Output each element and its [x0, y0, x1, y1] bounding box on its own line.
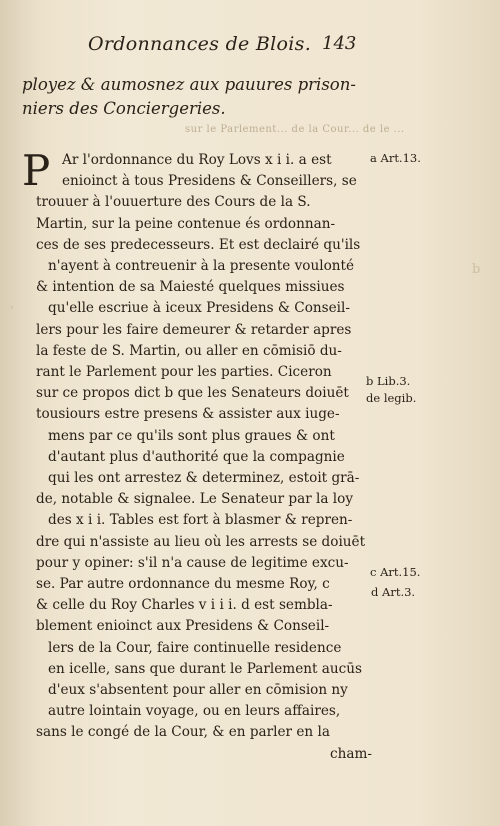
body-line: qui les ont arrestez & determinez, estoit grā-: [48, 470, 360, 487]
body-line: en icelle, sans que durant le Parlement aucūs: [48, 660, 362, 677]
margin-note-d: d Art.3.: [371, 585, 416, 599]
body-line: pour y opiner: s'il n'a cause de legitime excu-: [36, 554, 349, 571]
body-line: Martin, sur la peine contenue és ordonnan-: [36, 215, 336, 232]
body-line: n'ayent à contreuenir à la presente voulonté: [48, 258, 355, 275]
page-number: 143: [322, 33, 357, 54]
body-line: d'eux s'absentent pour aller en cōmision ny: [48, 682, 348, 699]
body-line: se. Par autre ordonnance du mesme Roy, c: [36, 576, 330, 593]
margin-note-b: b Lib.3.: [366, 374, 411, 388]
body-line: ces de ses predecesseurs. Et est declairé qu'ils: [36, 236, 361, 253]
body-line: sur ce propos dict b que les Senateurs doiuēt: [36, 385, 349, 402]
drop-cap: P: [22, 146, 51, 195]
body-line: dre qui n'assiste au lieu où les arrests se doiuēt: [36, 533, 366, 550]
body-line: la feste de S. Martin, ou aller en cōmisiō du-: [36, 342, 342, 359]
margin-note-c: c Art.15.: [370, 565, 421, 579]
ghost-mark-right: b: [472, 262, 481, 277]
margin-note-b-work: de legib.: [366, 391, 417, 405]
page-header: [0, 33, 500, 61]
body-line: de, notable & signalee. Le Senateur par la loy: [36, 491, 353, 508]
body-line: autre lointain voyage, ou en leurs affaires,: [48, 703, 341, 720]
body-line: mens par ce qu'ils sont plus graues & ont: [48, 427, 335, 444]
body-line: blement enioinct aux Presidens & Conseil-: [36, 618, 330, 635]
bleed-through-text: sur le Parlement... de la Cour... de le ...: [185, 124, 405, 135]
body-line: & celle du Roy Charles v i i i. d est sembla-: [36, 597, 333, 614]
body-line: trouuer à l'ouuerture des Cours de la S.: [36, 194, 311, 211]
margin-note-a: a Art.13.: [370, 151, 421, 165]
catchword: cham-: [330, 745, 372, 762]
body-line: enioinct à tous Presidens & Conseillers, se: [62, 173, 357, 190]
body-line: rant le Parlement pour les parties. Ciceron: [36, 364, 332, 381]
continuation-line: ployez & aumosnez aux pauures prison-: [22, 75, 356, 94]
continuation-text: [22, 73, 382, 121]
body-line: d'autant plus d'authorité que la compagnie: [48, 448, 345, 465]
body-line: des x i i. Tables est fort à blasmer & repren-: [48, 512, 353, 529]
running-title: Ordonnances de Blois.: [88, 33, 312, 55]
continuation-line: niers des Conciergeries.: [22, 99, 226, 118]
body-line: qu'elle escriue à iceux Presidens & Conseil-: [48, 300, 350, 317]
body-line: & intention de sa Maiesté quelques missiues: [36, 279, 345, 296]
body-line: tousiours estre presens & assister aux iuge-: [36, 406, 340, 423]
body-line: lers de la Cour, faire continuelle residence: [48, 639, 342, 656]
body-line: sans le congé de la Cour, & en parler en la: [36, 724, 330, 741]
ghost-mark-left: ': [10, 304, 14, 319]
body-line: lers pour les faire demeurer & retarder apres: [36, 321, 352, 338]
body-line: Ar l'ordonnance du Roy Lovs x i i. a est: [62, 152, 332, 168]
body-text: [36, 150, 376, 765]
